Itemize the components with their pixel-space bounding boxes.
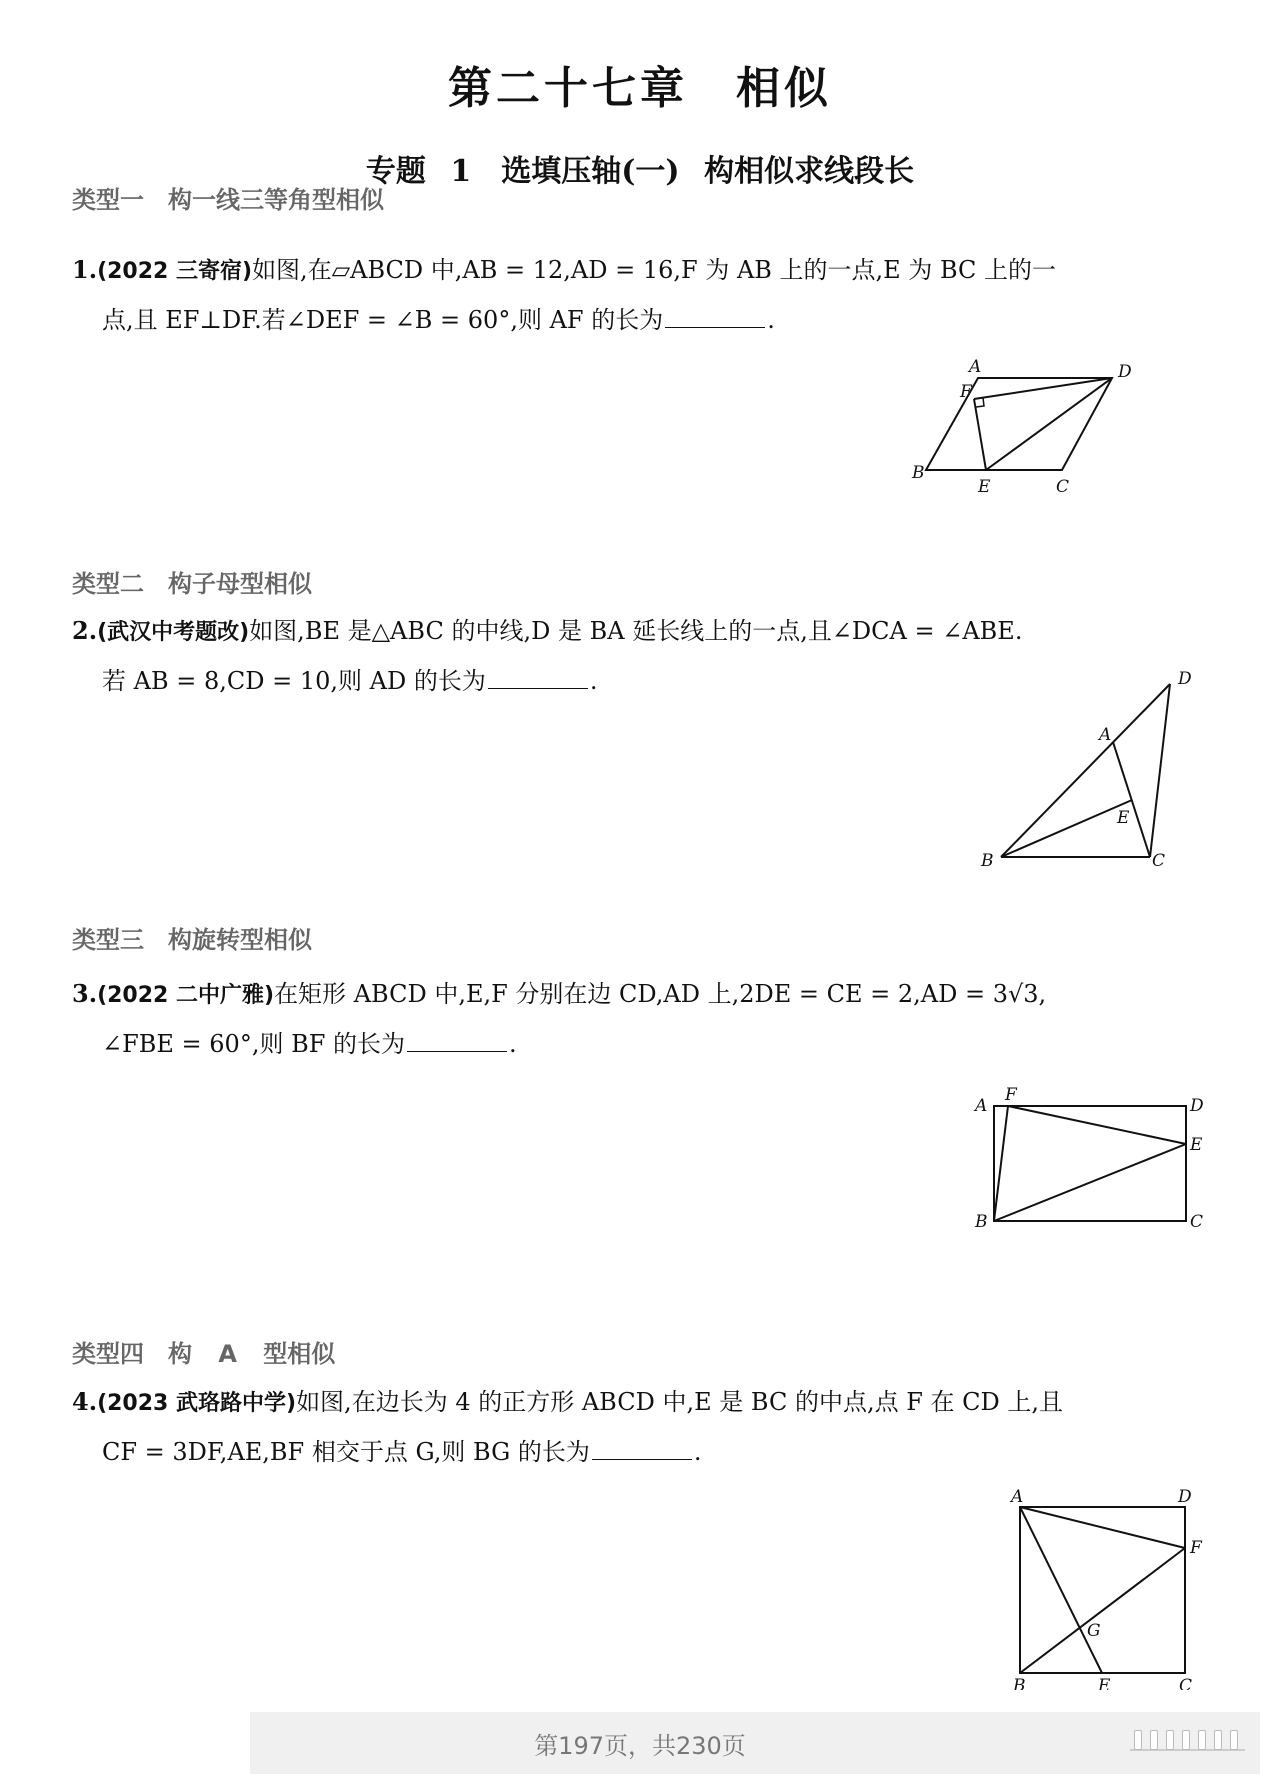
- label-d: D: [1178, 669, 1192, 689]
- label-f: F: [960, 382, 972, 402]
- problem-text-line1: 如图,在边长为 4 的正方形 ABCD 中,E 是 BC 的中点,点 F 在 CD 上,且: [296, 1388, 1064, 1416]
- label-b: B: [981, 851, 994, 871]
- label-c: C: [1179, 1676, 1193, 1690]
- problem-number: 2.: [72, 616, 98, 645]
- page-indicator: 第197页，共230页: [534, 1732, 746, 1760]
- label-c: C: [1152, 851, 1166, 871]
- problem-number: 1.: [72, 255, 98, 284]
- problem-2: 2.(武汉中考题改)如图,BE 是△ABC 的中线,D 是 BA 延长线上的一点,且∠DCA = ∠ABE. 若 AB = 8,CD = 10,则 AD 的长为 .: [72, 616, 1023, 695]
- label-b: B: [1013, 1676, 1026, 1690]
- problem-text-line2: 点,且 EF⊥DF.若∠DEF = ∠B = 60°,则 AF 的长为: [102, 306, 664, 334]
- label-c: C: [1190, 1212, 1204, 1232]
- problem-text-line1: 在矩形 ABCD 中,E,F 分别在边 CD,AD 上,2DE = CE = 2,AD = 3√3,: [274, 980, 1047, 1008]
- label-b: B: [975, 1212, 988, 1232]
- label-e: E: [1098, 1676, 1111, 1690]
- problem-source: (2022 三寄宿): [97, 259, 253, 284]
- label-d: D: [1118, 362, 1132, 382]
- answer-blank[interactable]: [407, 1025, 507, 1052]
- problem-text-line1: 如图,BE 是△ABC 的中线,D 是 BA 延长线上的一点,且∠DCA = ∠ABE.: [249, 617, 1023, 645]
- label-d: D: [1190, 1096, 1204, 1116]
- label-a: A: [1011, 1487, 1024, 1507]
- problem-text-line1: 如图,在▱ABCD 中,AB = 12,AD = 16,F 为 AB 上的一点,E 为 BC 上的一: [252, 256, 1057, 284]
- answer-blank[interactable]: [665, 301, 765, 328]
- label-b: B: [912, 463, 925, 483]
- section-heading-2: 类型二 构子母型相似: [72, 570, 312, 598]
- label-a: A: [1099, 725, 1112, 745]
- figure-rectangle: [960, 1080, 1210, 1235]
- problem-text-line2: CF = 3DF,AE,BF 相交于点 G,则 BG 的长为: [102, 1438, 590, 1466]
- problem-3: 3.(2022 二中广雅)在矩形 ABCD 中,E,F 分别在边 CD,AD 上,2DE = CE = 2,AD = 3√3, ∠FBE = 60°,则 BF 的长为 .: [72, 979, 1047, 1058]
- page-mark-icon: [1214, 1730, 1222, 1750]
- answer-blank[interactable]: [488, 662, 588, 689]
- problem-4: 4.(2023 武珞路中学)如图,在边长为 4 的正方形 ABCD 中,E 是 BC 的中点,点 F 在 CD 上,且 CF = 3DF,AE,BF 相交于点 G,则 BG 的长为 .: [72, 1387, 1064, 1466]
- label-a: A: [975, 1096, 988, 1116]
- label-d: D: [1178, 1487, 1192, 1507]
- problem-number: 4.: [72, 1387, 98, 1416]
- page-mark-icon: [1134, 1730, 1142, 1750]
- figure-parallelogram: [900, 355, 1160, 505]
- page-mark-icon: [1230, 1730, 1238, 1750]
- page-mark-icon: [1182, 1730, 1190, 1750]
- topic-title: 专题 1 选填压轴(一) 构相似求线段长: [365, 154, 915, 189]
- label-c: C: [1056, 477, 1070, 497]
- section-heading-4: 类型四 构 A 型相似: [72, 1340, 336, 1368]
- problem-number: 3.: [72, 979, 98, 1008]
- problem-text-line2: 若 AB = 8,CD = 10,则 AD 的长为: [102, 667, 486, 695]
- problem-source: (武汉中考题改): [97, 620, 250, 645]
- problem-source: (2023 武珞路中学): [97, 1391, 297, 1416]
- label-f: F: [1190, 1538, 1202, 1558]
- label-e: E: [1190, 1135, 1203, 1155]
- section-heading-1: 类型一 构一线三等角型相似: [72, 186, 384, 214]
- label-f: F: [1005, 1085, 1017, 1105]
- page-mark-icon: [1166, 1730, 1174, 1750]
- page-mark-icon: [1198, 1730, 1206, 1750]
- page-mark-icon: [1150, 1730, 1158, 1750]
- figure-triangle: [970, 665, 1210, 880]
- section-heading-3: 类型三 构旋转型相似: [72, 926, 312, 954]
- chapter-title: 第二十七章 相似: [448, 63, 832, 114]
- figure-square: [990, 1480, 1210, 1690]
- problem-source: (2022 二中广雅): [97, 983, 275, 1008]
- label-g: G: [1087, 1621, 1101, 1641]
- page-scrubber[interactable]: [1130, 1727, 1245, 1751]
- problem-1: 1.(2022 三寄宿)如图,在▱ABCD 中,AB = 12,AD = 16,F 为 AB 上的一点,E 为 BC 上的一 点,且 EF⊥DF.若∠DEF = ∠B = 60°,则 AF 的长为 .: [72, 255, 1057, 334]
- label-e: E: [1117, 808, 1130, 828]
- label-e: E: [978, 477, 991, 497]
- label-a: A: [969, 357, 982, 377]
- answer-blank[interactable]: [592, 1433, 692, 1460]
- problem-text-line2: ∠FBE = 60°,则 BF 的长为: [102, 1030, 405, 1058]
